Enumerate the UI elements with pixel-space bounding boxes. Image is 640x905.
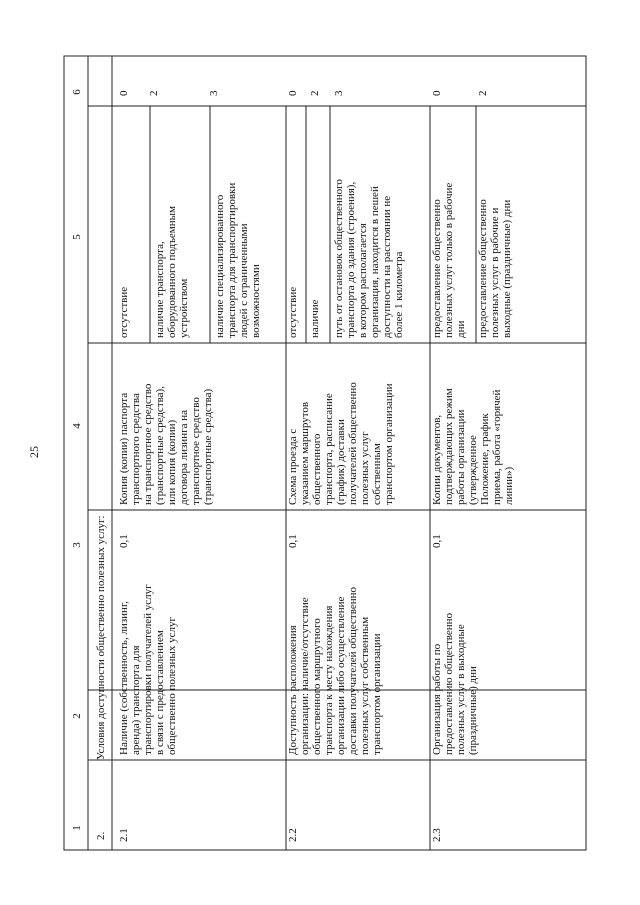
documents-text: транспортного средства: [130, 393, 142, 505]
documents-text: работы организации: [455, 409, 467, 505]
documents-text: общественного: [311, 433, 323, 505]
indicator-text: общественно полезных услуг: [166, 617, 178, 755]
criterion-text: более 1 километра: [393, 251, 405, 338]
documents-text: договора лизинга на: [178, 410, 190, 505]
documents-text: (транспортные средства): [202, 388, 214, 505]
criterion-text: оборудованного подъемным: [166, 206, 178, 338]
criterion-score: 0: [431, 90, 443, 96]
row-number: 2.2: [287, 828, 299, 842]
column-number: 5: [71, 234, 83, 240]
criterion-text: отсутствие: [118, 286, 130, 338]
criterion-text: выходные (праздничные) дни: [501, 199, 513, 338]
documents-text: полезных услуг: [359, 431, 371, 505]
indicator-text: общественного маршрутного: [311, 618, 323, 755]
indicator-text: Доступность расположения: [287, 625, 299, 755]
criterion-text: предоставление общественно: [431, 199, 443, 338]
indicator-text: аренда) транспорта для: [130, 645, 142, 755]
documents-text: Копия (копии) паспорта: [118, 392, 130, 505]
indicator-text: организации: наличие/отсутствие: [299, 597, 311, 755]
indicator-text: полезных услуг в выходные: [455, 624, 467, 755]
weight-value: 0,1: [431, 534, 443, 548]
criterion-text: транспорта для транспортировки: [226, 182, 238, 338]
documents-text: Положение, график: [479, 413, 491, 505]
criterion-text: в котором располагается: [357, 223, 369, 338]
documents-text: получателей общественно: [347, 382, 359, 505]
criterion-text: наличие специализированного: [214, 194, 226, 338]
column-number: 2: [71, 713, 83, 719]
documents-text: (график) доставки: [335, 419, 347, 505]
criterion-text: полезных услуг в рабочие и: [489, 207, 501, 338]
documents-text: на транспортное средство: [142, 383, 154, 505]
indicator-text: Организация работы по: [431, 643, 443, 755]
criterion-text: устройством: [178, 278, 190, 338]
criterion-text: дни: [455, 320, 467, 338]
indicator-text: в связи с предоставлением: [154, 630, 166, 755]
row-number: 2.1: [118, 828, 130, 842]
section-number: 2.: [95, 831, 107, 840]
criterion-text: людей с ограниченными: [238, 223, 250, 338]
section-title: Условия доступности общественно полезных услуг:: [95, 515, 107, 760]
criterion-text: полезных услуг только в рабочие: [443, 182, 455, 338]
criterion-text: наличие транспорта,: [154, 241, 166, 338]
indicator-text: транспортировки получателей услуг: [142, 584, 154, 755]
indicator-text: доставки получателей общественно: [347, 586, 359, 755]
criterion-score: 3: [208, 90, 220, 96]
indicator-text: полезных услуг собственным: [359, 616, 371, 755]
criterion-text: возможностями: [250, 264, 262, 338]
documents-text: транспорта, расписание: [323, 393, 335, 505]
documents-text: указанием маршрутов: [299, 401, 311, 505]
documents-text: транспортное средство: [190, 397, 202, 505]
criterion-text: путь от остановок общественного: [333, 179, 345, 338]
documents-text: Схема проезда с: [287, 428, 299, 505]
weight-value: 0,1: [287, 534, 299, 548]
indicator-text: Наличие (собственность, лизинг,: [118, 601, 130, 755]
column-number: 4: [71, 423, 83, 429]
documents-text: подтверждающих режим: [443, 388, 455, 505]
column-number: 1: [71, 825, 83, 831]
documents-text: (транспортные средства),: [154, 386, 166, 505]
weight-value: 0,1: [118, 534, 130, 548]
indicator-text: транспортом организации: [371, 633, 383, 755]
documents-text: приема, работа «горячей: [491, 389, 503, 505]
documents-text: линии»): [503, 466, 515, 505]
documents-text: или копия (копии): [166, 419, 178, 505]
criterion-text: наличие: [309, 299, 321, 338]
criterion-text: отсутствие: [287, 286, 299, 338]
documents-text: собственным: [371, 443, 383, 505]
criterion-score: 2: [477, 90, 489, 96]
column-number: 3: [71, 542, 83, 548]
documents-text: (утвержденное: [467, 435, 479, 505]
row-number: 2.3: [431, 828, 443, 842]
column-number: 6: [71, 89, 83, 95]
documents-text: транспортом организации: [383, 383, 395, 505]
documents-text: Копии документов,: [431, 414, 443, 505]
criterion-score: 3: [333, 90, 345, 96]
criterion-score: 2: [309, 90, 321, 96]
criterion-text: транспорта до здания (строения),: [345, 181, 357, 338]
indicator-text: организации либо осуществление: [335, 596, 347, 755]
indicator-text: транспорта к месту нахождения: [323, 605, 335, 755]
criterion-score: 2: [148, 90, 160, 96]
criterion-score: 0: [287, 90, 299, 96]
criterion-text: доступности на расстоянии не: [381, 195, 393, 338]
criterion-score: 0: [118, 90, 130, 96]
indicator-text: (праздничные) дни: [467, 666, 479, 755]
criterion-text: предоставление общественно: [477, 199, 489, 338]
criterion-text: организация, находится в пешей: [369, 186, 381, 338]
page-number: 25: [27, 446, 41, 458]
indicator-text: предоставлению общественно: [443, 612, 455, 755]
